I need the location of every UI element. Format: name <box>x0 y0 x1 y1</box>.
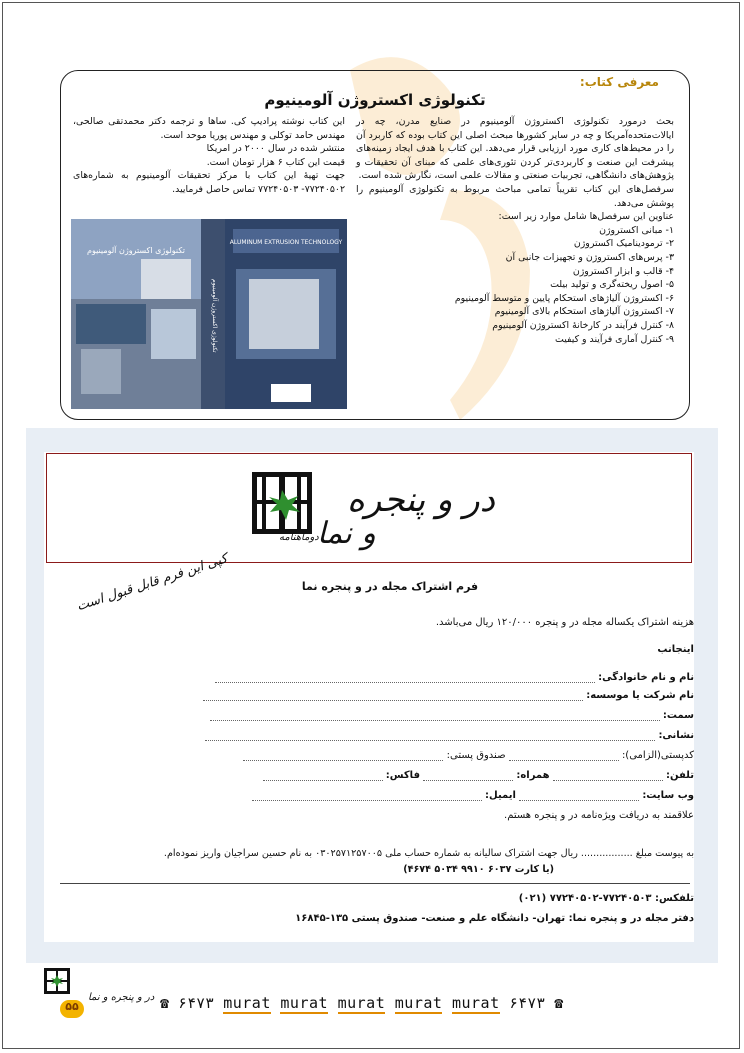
undersigned-label: اینجانب <box>657 644 694 655</box>
chapter-item: ۶- اکستروژن آلیاژهای استحکام پایین و متوسط آلومینیوم <box>454 292 674 304</box>
chapter-item: ۴- قالب و ابزار اکستروژن <box>572 265 674 277</box>
chapter-item: ۹- کنترل آماری فرآیند و کیفیت <box>555 333 674 345</box>
website-label: وب سایت: <box>642 790 694 801</box>
window-logo-small-icon <box>44 968 70 994</box>
review-paragraph: بحث درمورد تکنولوژی اکستروژن آلومینیوم در صنایع مدرن، چه در ایالات‌متحده‌آمریکا و چه در سایر کشورها مبحث اصلی این کتاب بوده که کاربرد آن را در محیط‌های کاری مورد ارزیابی قرار می‌دهد. این کتاب با هدف ایجاد زمینه‌های پیشرفت این صنعت و کاربردی‌تر کردن تئوری‌های علمی که مبنای آن تحقیقات و پژوهش‌های دانشگاهی، تجربیات صنعتی و مقالات علمی است، نگارش شده است. <box>356 116 674 182</box>
masthead-title: در و پنجره <box>347 480 495 520</box>
pobox-line[interactable] <box>243 750 443 761</box>
footer-phone-left: ☎ ۶۴۷۳ <box>160 994 215 1012</box>
chapter-item: ۲- ترمودینامیک اکستروژن <box>573 238 674 250</box>
position-label: سمت: <box>662 710 694 721</box>
review-left-column <box>73 115 345 197</box>
cover-title-en: ALUMINUM EXTRUSION TECHNOLOGY <box>229 239 343 246</box>
review-right-column <box>356 115 674 346</box>
name-label: نام و نام خانوادگی: <box>598 672 694 683</box>
footer-brand-name: murat <box>394 994 443 1012</box>
mobile-label: همراه: <box>516 770 550 781</box>
office-address <box>295 913 694 924</box>
review-paragraph: این کتاب نوشته پرادیپ کی. ساها و ترجمه دکتر محمدتقی صالحی، مهندس حامد توکلی و مهندس پوریا موحد است. <box>73 116 345 141</box>
footer-phone-right: ۶۴۷۳ ☎ <box>509 994 564 1012</box>
phone-line[interactable] <box>553 770 663 781</box>
pobox-label: صندوق پستی: <box>446 750 506 761</box>
office-text: دفتر مجله در و پنجره نما: تهران- دانشگاه علم و صنعت- صندوق پستی ۱۳۵-۱۶۸۴۵ <box>295 913 694 924</box>
chapter-item: ۱- مبانی اکستروژن <box>599 224 674 236</box>
address-field[interactable] <box>205 730 694 741</box>
spine-text: تکنولوژی اکستروژن آلومینیوم <box>211 279 218 353</box>
footer-brand-name: murat <box>280 994 329 1012</box>
masthead-subtitle: و نما <box>317 516 376 551</box>
cover-title-fa: تکنولوژی اکستروژن آلومینیوم <box>87 246 185 255</box>
telefax-text: تلفکس: ۷۷۲۴۰۵۰۳-۷۷۲۴۰۵۰۲ (۰۲۱) <box>518 893 694 904</box>
card-number: (یا کارت ۶۰۳۷ ۹۹۱۰ ۵۰۳۴ ۴۶۷۴) <box>403 864 554 875</box>
name-field[interactable] <box>215 672 694 683</box>
postal-field[interactable] <box>243 750 694 761</box>
footer-brand-name: murat <box>223 994 271 1012</box>
company-line[interactable] <box>203 690 583 701</box>
telefax-line <box>519 893 694 904</box>
website-line[interactable] <box>519 790 639 801</box>
footer-brand-strip <box>160 994 563 1012</box>
postal-label: کدپستی(الزامی): <box>621 750 694 761</box>
payment-text: به پیوست مبلغ ................. ریال جهت اشتراک سالیانه به شماره حساب ملی ۰۳۰۲۵۷۱۲۵۷۰۰۵ به نام حسین سراجیان واریز نموده‌ام. <box>163 848 694 859</box>
page-number: ۵۵ <box>60 1000 84 1018</box>
phone-label: تلفن: <box>665 770 694 781</box>
handwritten-note: کپی این فرم قابل قبول است <box>75 551 230 615</box>
page-magazine-name: در و پنجره و نما <box>88 992 155 1003</box>
company-field[interactable] <box>203 690 694 701</box>
position-field[interactable] <box>210 710 694 721</box>
masthead-kind: دوماهنامه <box>279 532 319 543</box>
website-field[interactable] <box>252 790 694 801</box>
review-paragraph: جهت تهیهٔ این کتاب با مرکز تحقیقات آلومینیوم به شماره‌های ۷۷۲۴۰۵۰۲- ۷۷۲۴۰۵۰۳ تماس حاصل فرمایید. <box>73 170 345 195</box>
footer-brand-name: murat <box>337 994 386 1012</box>
chapter-item: ۵- اصول ریخته‌گری و تولید بیلت <box>550 279 674 291</box>
address-label: نشانی: <box>658 730 694 741</box>
review-paragraph: قیمت این کتاب ۶ هزار تومان است. <box>206 156 345 168</box>
address-line[interactable] <box>205 730 655 741</box>
chapter-item: ۷- اکستروژن آلیاژهای استحکام بالای آلومینیوم <box>494 306 674 318</box>
fax-line[interactable] <box>263 770 383 781</box>
review-paragraph: منتشر شده در سال ۲۰۰۰ در امریکا <box>206 143 345 155</box>
mobile-line[interactable] <box>423 770 513 781</box>
position-line[interactable] <box>210 710 660 721</box>
review-title: تکنولوژی اکستروژن آلومینیوم <box>264 91 486 109</box>
review-kicker: معرفی کتاب: <box>579 75 659 89</box>
subscription-fee: هزینه اشتراک یکساله مجله در و پنجره ۱۲۰/۰۰۰ ریال می‌باشد. <box>435 617 694 628</box>
email-label: ایمیل: <box>485 790 516 801</box>
divider <box>60 883 690 884</box>
form-title: فرم اشتراک مجله در و پنجره نما <box>301 580 479 593</box>
postal-line[interactable] <box>509 750 619 761</box>
footer-brand-name: murat <box>451 994 500 1012</box>
review-paragraph: عناوین این سرفصل‌ها شامل موارد زیر است: <box>498 211 674 223</box>
name-line[interactable] <box>215 672 595 683</box>
chapter-item: ۳- پرس‌های اکستروژن و تجهیزات جانبی آن <box>505 251 674 263</box>
company-label: نام شرکت یا موسسه: <box>586 690 694 701</box>
magazine-masthead <box>46 453 692 563</box>
chapter-item: ۸- کنترل فرآیند در کارخانهٔ اکستروژن آلومینیوم <box>492 319 674 331</box>
phone-field[interactable] <box>263 770 694 781</box>
window-logo-icon <box>252 472 312 534</box>
book-cover-image <box>71 219 347 409</box>
email-line[interactable] <box>252 790 482 801</box>
review-paragraph: سرفصل‌های این کتاب تقریباً تمامی مباحث مربوط به تکنولوژی آلومینیوم را پوشش می‌دهد. <box>356 183 674 209</box>
book-review-box <box>60 70 690 420</box>
chapter-list <box>356 224 674 346</box>
fax-label: فاکس: <box>385 770 420 781</box>
special-issue-interest: علاقمند به دریافت ویژه‌نامه در و پنجره هستم. <box>504 810 694 821</box>
